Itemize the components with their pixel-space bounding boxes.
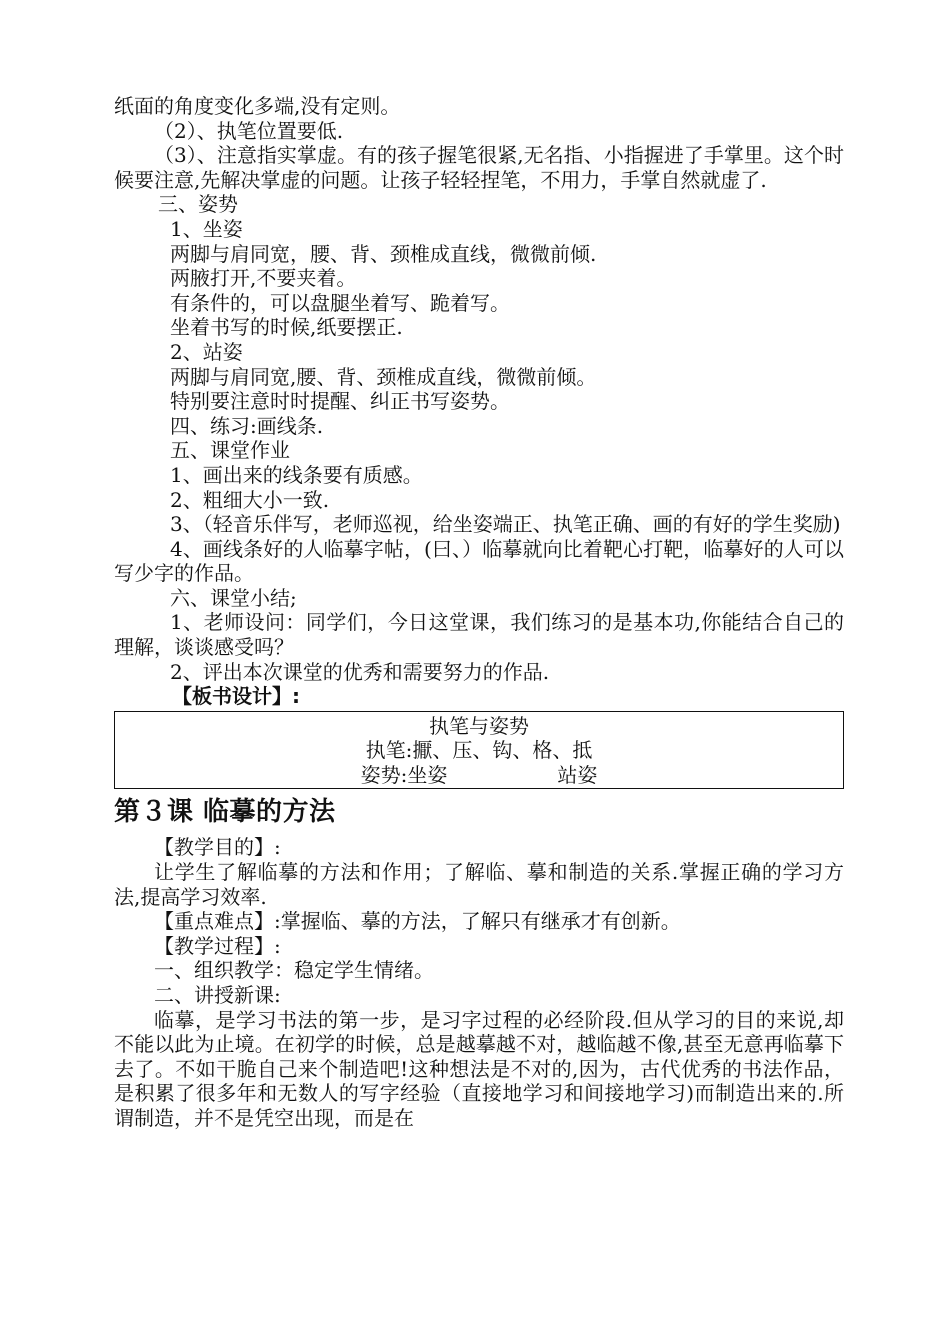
paragraph: 1、老师设问：同学们，今日这堂课，我们练习的是基本功,你能结合自己的理解，谈谈感受吗？ bbox=[114, 610, 844, 660]
paragraph: 两脚与肩同宽,腰、背、颈椎成直线，微微前倾。 bbox=[170, 364, 597, 389]
board-title: 执笔与姿势 bbox=[429, 713, 529, 738]
board-line-grip: 执笔:擫、压、钩、格、抵 bbox=[365, 738, 593, 763]
board-design-label: 【板书设计】: bbox=[172, 684, 300, 709]
paragraph: 临摹，是学习书法的第一步，是习字过程的必经阶段.但从学习的目的来说,却不能以此为止境。在初学的时候，总是越摹越不对，越临越不像,甚至无意再临摹下去了。不如干脆自己来个制造吧!这种想法是不对的,因为，古代优秀的书法作品，是积累了很多年和无数人的写字经验（直接地学习和间接地学习)而制造出来的.所谓制造，并不是凭空出现，而是在 bbox=[114, 1007, 844, 1130]
paragraph: （2）、执笔位置要低. bbox=[154, 118, 344, 143]
lesson-heading: 第３课 临摹的方法 bbox=[114, 797, 336, 828]
paragraph: 有条件的，可以盘腿坐着写、跪着写。 bbox=[170, 290, 510, 315]
paragraph: 六、课堂小结; bbox=[170, 585, 297, 610]
paragraph: 【教学目的】: bbox=[154, 835, 281, 860]
paragraph: 两腋打开,不要夹着。 bbox=[170, 266, 357, 291]
paragraph: 特别要注意时时提醒、纠正书写姿势。 bbox=[170, 389, 510, 414]
paragraph: 一、组织教学：稳定学生情绪。 bbox=[154, 958, 434, 983]
paragraph: （3）、注意指实掌虚。有的孩子握笔很紧,无名指、小指握进了手掌里。这个时候要注意,先解决掌虚的问题。让孩子轻轻捏笔，不用力，手掌自然就虚了. bbox=[114, 143, 844, 192]
section-posture-lesson bbox=[114, 94, 844, 684]
paragraph: 纸面的角度变化多端,没有定则。 bbox=[114, 94, 401, 118]
paragraph: 让学生了解临摹的方法和作用；了解临、摹和制造的关系.掌握正确的学习方法,提高学习效率. bbox=[114, 859, 844, 909]
paragraph: 1、坐姿 bbox=[170, 216, 243, 241]
paragraph: 坐着书写的时候,纸要摆正. bbox=[170, 315, 403, 340]
paragraph: 三、姿势 bbox=[158, 192, 238, 217]
paragraph: 二、讲授新课: bbox=[154, 982, 281, 1007]
paragraph: 【教学过程】: bbox=[154, 933, 281, 958]
paragraph: 2、评出本次课堂的优秀和需要努力的作品. bbox=[170, 659, 550, 684]
paragraph: 4、画线条好的人临摹字帖，(曰、）临摹就向比着靶心打靶，临摹好的人可以写少字的作品。 bbox=[114, 536, 844, 586]
board-line-posture bbox=[115, 763, 843, 788]
board-design-box bbox=[114, 711, 844, 790]
paragraph: 两脚与肩同宽，腰、背、颈椎成直线，微微前倾. bbox=[170, 241, 597, 266]
paragraph: 五、课堂作业 bbox=[170, 438, 290, 463]
paragraph: 3、（轻音乐伴写，老师巡视，给坐姿端正、执笔正确、画的有好的学生奖励) bbox=[170, 512, 841, 537]
document-page bbox=[114, 94, 844, 1130]
section-copying-lesson bbox=[114, 835, 844, 1130]
paragraph: 【重点难点】:掌握临、摹的方法，了解只有继承才有创新。 bbox=[154, 909, 681, 934]
paragraph: 2、粗细大小一致. bbox=[170, 487, 330, 512]
paragraph: 四、练习:画线条. bbox=[170, 413, 324, 438]
board-posture-sitting: 姿势:坐姿 bbox=[360, 762, 448, 787]
paragraph: 2、站姿 bbox=[170, 339, 243, 364]
board-posture-standing: 站姿 bbox=[557, 762, 598, 787]
paragraph: 1、画出来的线条要有质感。 bbox=[170, 462, 423, 487]
